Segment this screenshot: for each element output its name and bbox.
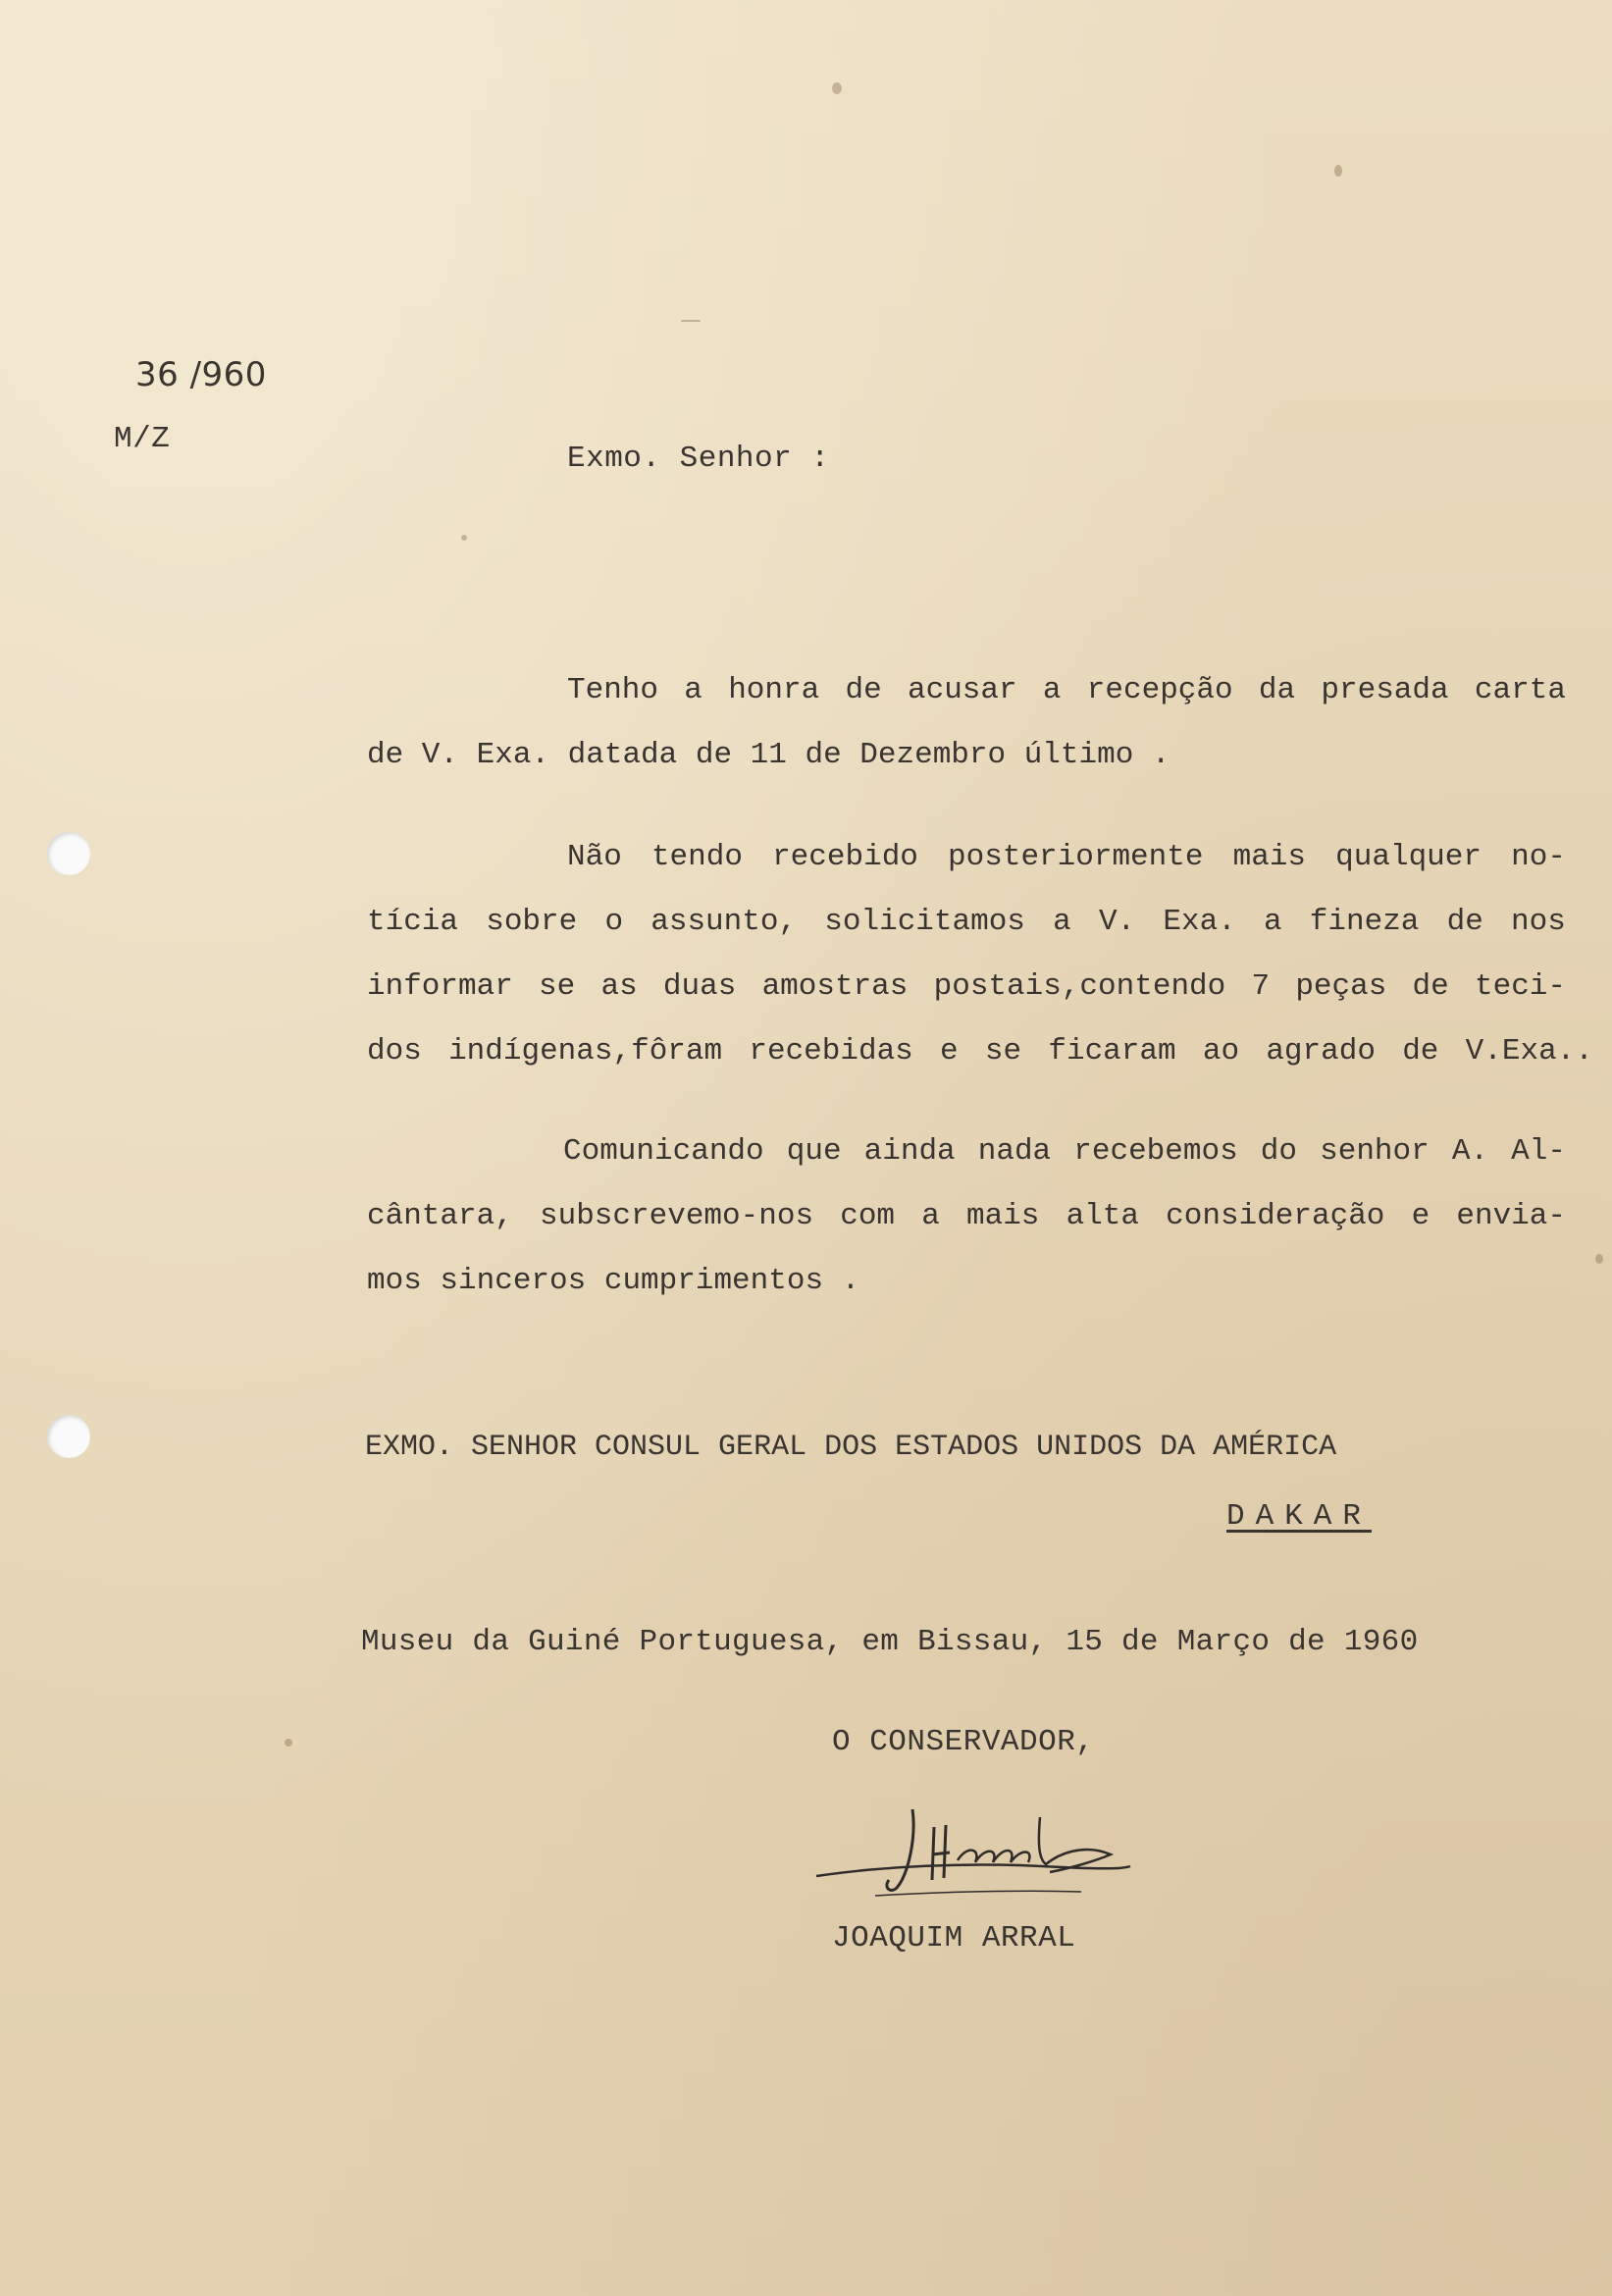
- word: de: [1412, 969, 1449, 1004]
- word: o: [604, 905, 624, 939]
- paper-speck: [1595, 1254, 1603, 1264]
- word: solicitamos: [824, 905, 1025, 939]
- addressee-line: EXMO. SENHOR CONSUL GERAL DOS ESTADOS UNIDOS DA AMÉRICA: [365, 1431, 1337, 1464]
- paper-speck: [1334, 165, 1342, 177]
- body-line: [367, 1199, 1566, 1233]
- paper-speck: [461, 535, 467, 541]
- word: qualquer: [1335, 840, 1482, 874]
- body-line: [567, 673, 1566, 707]
- word: mais: [1232, 840, 1307, 874]
- word: com: [840, 1199, 896, 1233]
- word: fineza: [1309, 905, 1420, 939]
- word: de: [1446, 905, 1483, 939]
- word: a: [1053, 905, 1071, 939]
- body-line: [567, 840, 1566, 874]
- word: V.: [1098, 905, 1136, 939]
- word: amostras: [761, 969, 909, 1004]
- word: assunto,: [650, 905, 798, 939]
- word: informar: [367, 969, 513, 1004]
- word: ao: [1202, 1034, 1240, 1069]
- body-line: mos sinceros cumprimentos .: [367, 1264, 860, 1298]
- word: envia-: [1456, 1199, 1566, 1233]
- word: mais: [965, 1199, 1040, 1233]
- word: a: [1263, 905, 1282, 939]
- word: a: [684, 673, 702, 707]
- punch-hole-top: [47, 832, 90, 875]
- body-line: [563, 1134, 1566, 1169]
- word: V.Exa..: [1465, 1034, 1593, 1069]
- punch-hole-bottom: [47, 1415, 90, 1458]
- word: tícia: [367, 905, 459, 939]
- word: de: [845, 673, 882, 707]
- word: Tenho: [567, 673, 659, 707]
- word: honra: [728, 673, 820, 707]
- word: posteriormente: [948, 840, 1204, 874]
- place-date: Museu da Guiné Portuguesa, em Bissau, 15 de Março de 1960: [361, 1625, 1419, 1659]
- word: nos: [1511, 905, 1566, 939]
- word: recebidas: [749, 1034, 913, 1069]
- word: ficaram: [1048, 1034, 1176, 1069]
- word: da: [1258, 673, 1296, 707]
- word: alta: [1066, 1199, 1139, 1233]
- word: Exa.: [1163, 905, 1236, 939]
- word: ainda: [863, 1134, 956, 1169]
- word: recepção: [1086, 673, 1233, 707]
- word: e: [1411, 1199, 1430, 1233]
- word: as: [600, 969, 638, 1004]
- word: a: [1042, 673, 1062, 707]
- signatory-title: O CONSERVADOR,: [832, 1725, 1095, 1759]
- word: a: [921, 1199, 940, 1233]
- word: do: [1260, 1134, 1298, 1169]
- reference-code: M/Z: [114, 422, 171, 456]
- signatory-name: JOAQUIM ARRAL: [832, 1921, 1076, 1956]
- word: se: [539, 969, 576, 1004]
- word: recebido: [772, 840, 918, 874]
- word: se: [984, 1034, 1022, 1069]
- word: tendo: [650, 840, 743, 874]
- word: nada: [977, 1134, 1052, 1169]
- word: 7: [1251, 969, 1271, 1004]
- handwritten-signature: [806, 1798, 1140, 1915]
- body-line: [367, 1034, 1593, 1069]
- salutation: Exmo. Senhor :: [567, 442, 830, 476]
- paper-speck: [832, 82, 842, 94]
- word: teci-: [1474, 969, 1566, 1004]
- addressee-city: DAKAR: [1226, 1499, 1373, 1534]
- word: recebemos: [1073, 1134, 1238, 1169]
- word: cântara,: [367, 1199, 513, 1233]
- reference-number: 36 /960: [135, 355, 267, 394]
- word: no-: [1511, 840, 1566, 874]
- word: Comunicando: [563, 1134, 764, 1169]
- word: presada: [1321, 673, 1449, 707]
- word: sobre: [486, 905, 578, 939]
- body-line: [367, 969, 1566, 1004]
- word: subscrevemo-nos: [540, 1199, 814, 1233]
- body-line: de V. Exa. datada de 11 de Dezembro último .: [367, 738, 1170, 772]
- word: postais,contendo: [933, 969, 1226, 1004]
- body-line: [367, 905, 1566, 939]
- word: peças: [1295, 969, 1387, 1004]
- word: que: [786, 1134, 842, 1169]
- word: Al-: [1511, 1134, 1566, 1169]
- word: agrado: [1266, 1034, 1376, 1069]
- word: indígenas,fôram: [448, 1034, 723, 1069]
- word: acusar: [907, 673, 1017, 707]
- word: duas: [662, 969, 737, 1004]
- word: dos: [367, 1034, 422, 1069]
- word: de: [1402, 1034, 1439, 1069]
- paper-speck: [285, 1739, 292, 1747]
- word: senhor: [1320, 1134, 1430, 1169]
- word: e: [940, 1034, 959, 1069]
- paper-speck: [681, 320, 701, 322]
- word: A.: [1451, 1134, 1489, 1169]
- word: Não: [567, 840, 622, 874]
- word: carta: [1474, 673, 1566, 707]
- word: consideração: [1166, 1199, 1385, 1233]
